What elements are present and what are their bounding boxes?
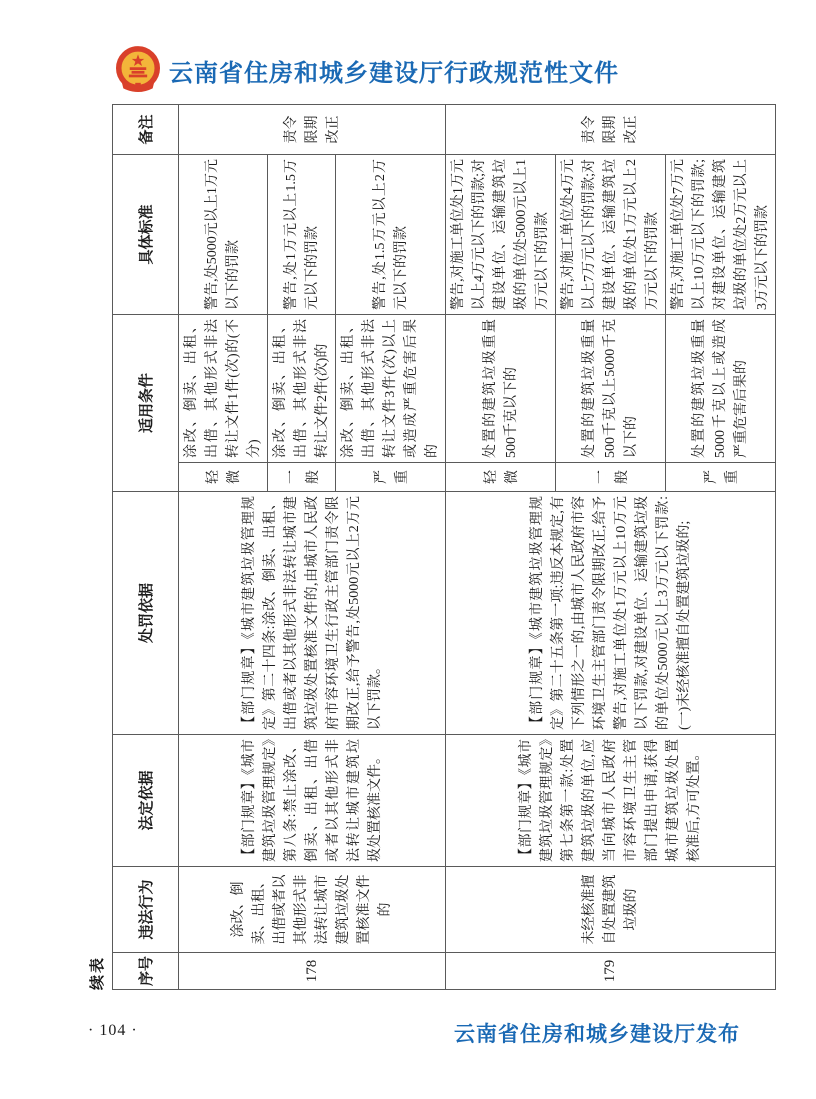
col-header-chufa: 处罚依据 xyxy=(113,492,179,735)
table-header-row xyxy=(113,104,179,989)
rotated-table-container xyxy=(86,105,770,990)
cell-juti-178-1: 警告,处1万元以上1.5万元以下的罚款 xyxy=(268,154,336,314)
cell-grade-179-1: 一般 xyxy=(556,463,666,492)
cell-beizhu-179: 责令限期改正 xyxy=(446,104,776,154)
cell-grade-178-2: 严重 xyxy=(336,463,446,492)
cell-fading-178: 【部门规章】《城市建筑垃圾管理规定》第八条:禁止涂改、倒卖、出租、出借或者以其他形式非法转让城市建筑垃圾处置核准文件。 xyxy=(179,735,446,867)
cell-grade-179-2: 严重 xyxy=(666,463,776,492)
col-header-xuhao: 序号 xyxy=(113,953,179,990)
document-header xyxy=(116,46,619,94)
col-header-weifa: 违法行为 xyxy=(113,867,179,953)
table-row-179-light xyxy=(446,104,556,989)
cell-weifa-178: 涂改、倒卖、出租、出借或者以其他形式非法转让城市建筑垃圾处置核准文件的 xyxy=(179,867,446,953)
national-emblem-icon xyxy=(116,46,160,94)
cell-id-179: 179 xyxy=(446,953,776,990)
cell-shiyong-179-1: 处置的建筑垃圾重量500千克以上5000千克以下的 xyxy=(556,314,666,462)
cell-shiyong-179-2: 处置的建筑垃圾重量5000千克以上或造成严重危害后果的 xyxy=(666,314,776,462)
continued-table-label: 续表 xyxy=(89,955,106,990)
cell-grade-178-1: 一般 xyxy=(268,463,336,492)
page-number: · 104 · xyxy=(88,1022,138,1039)
col-header-shiyong: 适用条件 xyxy=(113,314,179,491)
cell-juti-179-1: 警告,对施工单位处4万元以上7万元以下的罚款;对建设单位、运输建筑垃圾的单位处1万元以上2万元以下的罚款 xyxy=(556,154,666,314)
cell-weifa-179: 未经核准擅自处置建筑垃圾的 xyxy=(446,867,776,953)
publisher-label: 云南省住房和城乡建设厅发布 xyxy=(454,1023,740,1046)
cell-grade-178-0: 轻微 xyxy=(179,463,268,492)
cell-fading-179: 【部门规章】《城市建筑垃圾管理规定》第七条第一款:处置建筑垃圾的单位,应当向城市人民政府市容环境卫生主管部门提出申请,获得城市建筑垃圾处置核准后,方可处置。 xyxy=(446,735,776,867)
cell-juti-179-0: 警告,对施工单位处1万元以上4万元以下的罚款;对建设单位、运输建筑垃圾的单位处5000元以上1万元以下的罚款 xyxy=(446,154,556,314)
cell-shiyong-179-0: 处置的建筑垃圾重量500千克以下的 xyxy=(446,314,556,462)
cell-shiyong-178-0: 涂改、倒卖、出租、出借、其他形式非法转让文件1件(次)的(不分) xyxy=(179,314,268,462)
cell-shiyong-178-2: 涂改、倒卖、出租、出借、其他形式非法转让文件3件(次)以上或造成严重危害后果的 xyxy=(336,314,446,462)
col-header-fading: 法定依据 xyxy=(113,735,179,867)
col-header-juti: 具体标准 xyxy=(113,154,179,314)
cell-grade-179-0: 轻微 xyxy=(446,463,556,492)
cell-chufa-178: 【部门规章】《城市建筑垃圾管理规定》第二十四条:涂改、倒卖、出租、出借或者以其他形式非法转让城市建筑垃圾处置核准文件的,由城市人民政府市容环境卫生行政主管部门责令限期改正,给予警告,处5000元以上2万元以下罚款。 xyxy=(179,492,446,735)
cell-juti-178-2: 警告,处1.5万元以上2万元以下的罚款 xyxy=(336,154,446,314)
cell-chufa-179: 【部门规章】《城市建筑垃圾管理规定》第二十五条第一项:违反本规定,有下列情形之一的,由城市人民政府市容环境卫生主管部门责令限期改正,给予警告,对施工单位处1万元以上10万元以下罚款,对建设单位、运输建筑垃圾的单位处5000元以上3万元以下罚款:(一)未经核准擅自处置建筑垃圾的; xyxy=(446,492,776,735)
table-row-178-light xyxy=(179,104,268,989)
penalty-table xyxy=(112,104,776,990)
cell-shiyong-178-1: 涂改、倒卖、出租、出借、其他形式非法转让文件2件(次)的 xyxy=(268,314,336,462)
page-title: 云南省住房和城乡建设厅行政规范性文件 xyxy=(169,60,619,87)
col-header-beizhu: 备注 xyxy=(113,104,179,154)
cell-juti-178-0: 警告,处5000元以上1万元以下的罚款 xyxy=(179,154,268,314)
cell-beizhu-178: 责令限期改正 xyxy=(179,104,446,154)
cell-id-178: 178 xyxy=(179,953,446,990)
document-footer xyxy=(0,1018,816,1048)
cell-juti-179-2: 警告,对施工单位处7万元以上10万元以下的罚款;对建设单位、运输建筑垃圾的单位处2万元以上3万元以下的罚款 xyxy=(666,154,776,314)
